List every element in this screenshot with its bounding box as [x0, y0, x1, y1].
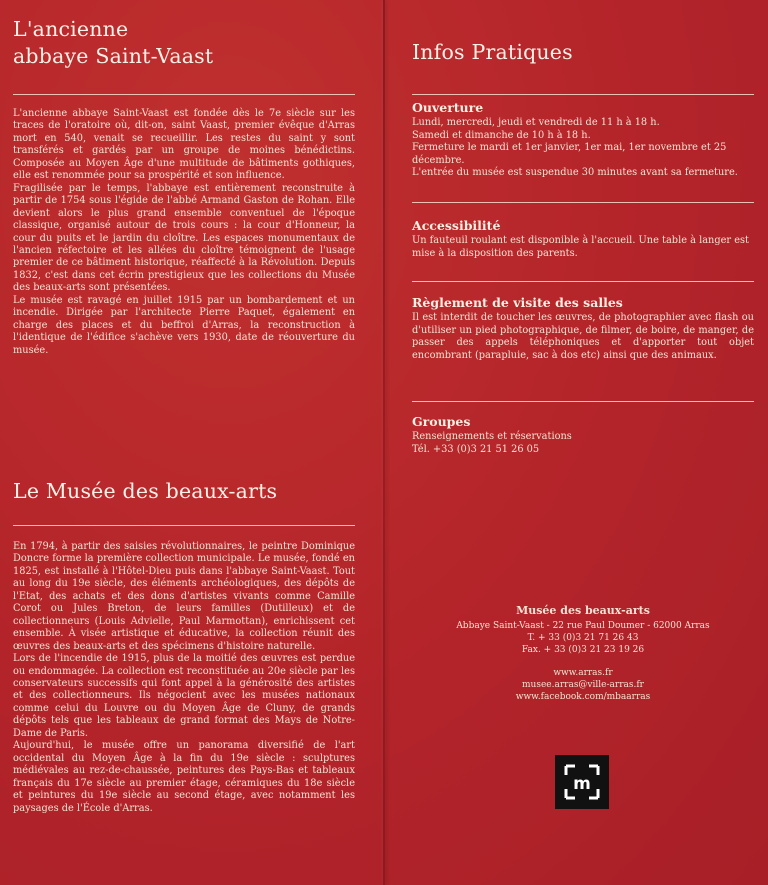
- accessibilite-text: Un fauteuil roulant est disponible à l'accueil. Une table à langer est mise à la disposition des parents.: [412, 235, 749, 259]
- infos-title: Infos Pratiques: [412, 40, 573, 64]
- abbey-text: [13, 108, 355, 357]
- groupes-title: Groupes: [412, 414, 471, 429]
- accessibilite-title: Accessibilité: [412, 218, 501, 233]
- groupes-text: [412, 431, 754, 456]
- abbey-paragraph: L'ancienne abbaye Saint-Vaast est fondée dès le 7e siècle sur les traces de l'oratoire où, dit-on, saint Vaast, premier évêque d'Arras mort en 540, venait se recueillir. Les restes du saint y sont transférés et gardés par un groupe de moines bénédictins. Composée au Moyen Âge d'une multitude de bâtiments gothiques, elle est renommée pour sa prospérité et son influence.: [13, 108, 355, 182]
- ouverture-rule: [412, 202, 754, 203]
- ouverture-section: [412, 100, 754, 180]
- contact-phone: T. + 33 (0)3 21 71 26 43: [527, 632, 639, 643]
- abbey-rule: [13, 94, 355, 95]
- contact-address: Abbaye Saint-Vaast - 22 rue Paul Doumer - 62000 Arras: [456, 621, 710, 631]
- m-bracket-logo-icon: [555, 755, 609, 809]
- museum-title: Le Musée des beaux-arts: [13, 479, 278, 503]
- ouverture-line: Lundi, mercredi, jeudi et vendredi de 11 h à 18 h.: [412, 117, 660, 128]
- reglement-rule: [412, 401, 754, 402]
- museum-paragraph: Lors de l'incendie de 1915, plus de la moitié des œuvres est perdue ou endommagée. La collection est reconstituée au 20e siècle par les conservateurs successifs qui font appel à la générosité des artistes et des collectionneurs. Ils négocient avec les musées nationaux comme celui du Louvre ou du Moyen Âge de Cluny, de grands dépôts tels que les tableaux de grand format des Mays de Notre-Dame de Paris.: [13, 653, 355, 739]
- abbey-title-line2: abbaye Saint-Vaast: [13, 44, 214, 68]
- contact-title: Musée des beaux-arts: [516, 604, 650, 617]
- contact-fax: Fax. + 33 (0)3 21 23 19 26: [521, 644, 645, 655]
- abbey-title-line1: L'ancienne: [13, 17, 129, 41]
- contact-facebook-link[interactable]: www.facebook.com/mbaarras: [515, 691, 651, 702]
- museum-paragraph: En 1794, à partir des saisies révolutionnaires, le peintre Dominique Doncre forme la première collection municipale. Le musée, fondé en 1825, est installé à l'Hôtel-Dieu puis dans l'abbaye Saint-Vaast. Tout au long du 19e siècle, des éléments archéologiques, des dépôts de l'Etat, des achats et des dons d'artistes vivants comme Camille Corot ou Jules Breton, de leurs familles (Dutilleux) et de collectionneurs (Louis Advielle, Paul Marmottan), enrichissent cet ensemble. À visée artistique et éducative, la collection réunit des œuvres des beaux-arts et des spécimens d'histoire naturelle.: [13, 541, 355, 652]
- museum-text: [13, 541, 355, 815]
- logo-letter: m: [573, 774, 591, 794]
- ouverture-line: L'entrée du musée est suspendue 30 minutes avant sa fermeture.: [412, 167, 738, 179]
- infos-rule: [412, 94, 754, 95]
- ouverture-title: Ouverture: [412, 100, 484, 115]
- museum-paragraph: Aujourd'hui, le musée offre un panorama diversifié de l'art occidental du Moyen Âge à la fin du 19e siècle : sculptures médiévales au rez-de-chaussée, peintures des Pays-Bas et tableaux français du 17e siècle au premier étage, céramiques du 18e siècle et peintures du 19e siècle au second étage, avec notamment les paysages de l'École d'Arras.: [13, 740, 355, 814]
- accessibilite-section: [412, 218, 754, 260]
- groupes-section: [412, 414, 754, 456]
- reglement-section: [412, 295, 754, 362]
- museum-rule: [13, 525, 355, 526]
- ouverture-text: [412, 117, 754, 180]
- groupes-phone: Tél. +33 (0)3 21 51 26 05: [412, 443, 540, 455]
- page-fold: [383, 0, 385, 885]
- abbey-paragraph: Le musée est ravagé en juillet 1915 par un bombardement et un incendie. Dirigée par l'architecte Pierre Paquet, également en charge des places et du beffroi d'Arras, la reconstruction à l'identique de l'édifice s'achève vers 1930, date de réouverture du musée.: [13, 294, 355, 356]
- accessibilite-rule: [412, 281, 754, 282]
- contact-email-link[interactable]: musee.arras@ville-arras.fr: [522, 680, 644, 691]
- reglement-text: Il est interdit de toucher les œuvres, de photographier avec flash ou d'utiliser un pied photographique, de filmer, de boire, de manger, de passer des appels téléphoniques et d'apporter tout objet encombrant (parapluie, sac à dos etc) ainsi que des animaux.: [412, 312, 754, 361]
- abbey-title: [13, 16, 213, 70]
- ouverture-line: Fermeture le mardi et 1er janvier, 1er mai, 1er novembre et 25 décembre.: [412, 142, 727, 166]
- ouverture-line: Samedi et dimanche de 10 h à 18 h.: [412, 129, 591, 141]
- reglement-title: Règlement de visite des salles: [412, 295, 623, 310]
- abbey-paragraph: Fragilisée par le temps, l'abbaye est entièrement reconstruite à partir de 1754 sous l'égide de l'abbé Armand Gaston de Rohan. Elle devient alors le plus grand ensemble conventuel de l'époque classique, organisé autour de trois cours : la cour d'Honneur, la cour du puits et le jardin du cloître. Les espaces monumentaux de l'ancien réfectoire et les allées du cloître témoignent de l'usage premier de ce bâtiment historique, réaffecté à la Révolution. Depuis 1832, c'est dans cet écrin prestigieux que les collections du Musée des beaux-arts sont présentées.: [13, 182, 355, 294]
- contact-block: [412, 604, 754, 704]
- contact-website-link[interactable]: www.arras.fr: [553, 668, 613, 679]
- groupes-line: Renseignements et réservations: [412, 431, 572, 442]
